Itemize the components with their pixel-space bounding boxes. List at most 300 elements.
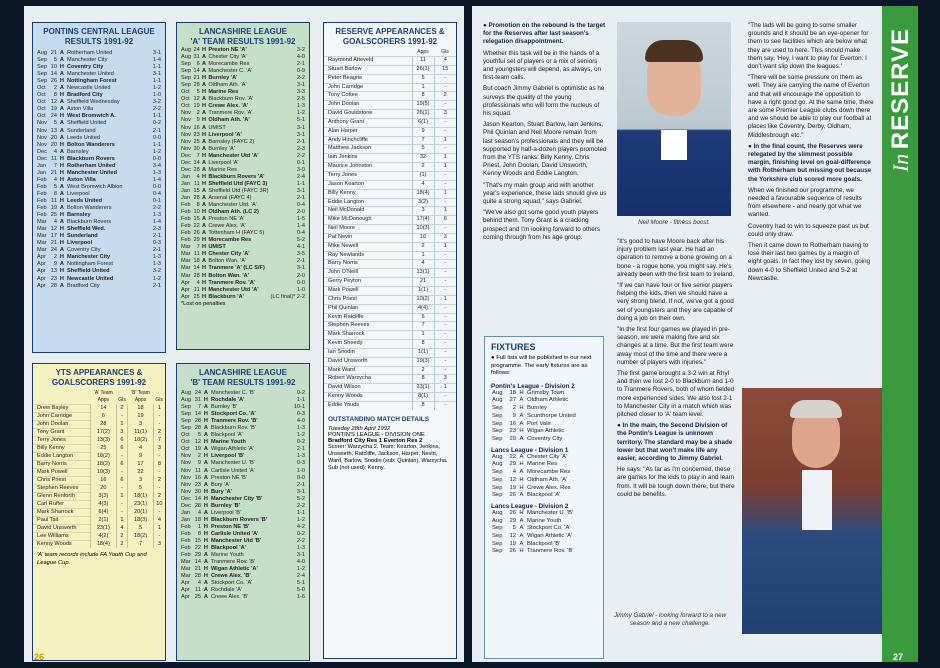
fixture-row [491, 541, 597, 549]
result-row [33, 184, 165, 191]
opponent: Marine Youth [210, 552, 244, 559]
score: 3-1 [296, 265, 305, 272]
month: Nov [181, 124, 191, 131]
player-name: Neil McDonald [324, 207, 412, 216]
yts-stat: 17(2) [91, 428, 117, 436]
opponent: Liverpool [66, 240, 93, 247]
opponent: Wigan Athletic 'A' [527, 533, 573, 540]
score: 1-3 [152, 169, 161, 176]
reserve-stat: 2 [412, 242, 434, 251]
reserve-player-row [324, 198, 456, 207]
fixture-row [491, 390, 597, 398]
reserve-stat: - [434, 322, 456, 331]
reserve-stat: - [434, 393, 456, 402]
reserve-stat: 1 [434, 154, 456, 163]
match-date: Tuesday 28th April 1992 [328, 425, 391, 432]
day: 20 [50, 134, 57, 141]
fixture-row [491, 461, 597, 469]
month: Apr [181, 587, 190, 594]
opponent: Burnley 'A' [208, 75, 238, 82]
player-name: John Doolan [33, 420, 91, 428]
venue: H [203, 453, 208, 460]
day: 5 [512, 525, 516, 532]
venue: A [59, 120, 64, 127]
month: Aug [492, 397, 503, 404]
result-row [177, 439, 309, 446]
reserve-player-row [324, 172, 456, 181]
player-name: Chris Priest [324, 295, 412, 304]
month: Feb [37, 176, 47, 183]
match-body: Scorer: Warzycha 2. Team: Kearton, Jenkins, Unsworth, Ratcliffe, Jackson, Harper, Nevin, Ward, Barlow, Snodin (sub: Quinlan), Warzycha. Sub (not used): Kenny. [328, 443, 448, 472]
player-name: Peter Beagrie [324, 74, 412, 83]
reserve-player-row [324, 65, 456, 74]
result-row [33, 57, 165, 64]
month: Dec [181, 152, 191, 159]
score: 2-0 [296, 272, 305, 279]
yts-stat: - [153, 420, 165, 428]
month: Oct [181, 96, 190, 103]
opponent: Bury 'A' [210, 481, 230, 488]
player-name: John Doolan [324, 101, 412, 110]
fixture-row [491, 405, 597, 413]
venue: A [202, 223, 207, 230]
opponent: Scunthorpe United [527, 412, 576, 419]
result-row [33, 128, 165, 135]
month: Oct [181, 439, 190, 446]
day: 2 [512, 405, 516, 412]
reserve-stat: - [434, 260, 456, 269]
month: Sep [492, 484, 503, 491]
score: 10-1 [293, 404, 305, 411]
day: 8 [196, 202, 200, 209]
reserve-stat: 6 [434, 216, 456, 225]
opponent: Leeds United [66, 197, 103, 204]
opponent: Manchester Utd. 'A' [208, 202, 257, 209]
score: 3-1 [296, 131, 305, 138]
result-row [177, 460, 309, 467]
yts-player-row [33, 420, 165, 428]
day: 5 [197, 432, 201, 439]
player-name: David Unsworth [324, 357, 412, 366]
venue: A [202, 138, 207, 145]
yts-header-cell: Apps [134, 397, 147, 404]
month: Sep [181, 75, 191, 82]
month: Nov [37, 120, 47, 127]
opponent: Manchester C. 'B' [210, 390, 255, 396]
day: 12 [194, 439, 201, 446]
result-row [177, 538, 309, 545]
month: Mar [181, 244, 191, 251]
score: 2-1 [296, 258, 305, 265]
player-name: Mike Newell [324, 242, 412, 251]
score: 1-2 [152, 148, 161, 155]
yts-stat: 4 [128, 444, 154, 452]
venue: H [202, 152, 207, 159]
venue: A [203, 474, 208, 481]
result-row [177, 265, 309, 272]
opponent: Blackpool 'A' [210, 432, 243, 439]
month: Aug [492, 517, 503, 524]
col2-para-5: ● In the main, the Second Division of the Pontin's League is unknown territory. The standard may be a shade lower but that won't make life any easier, according to Jimmy Gabriel. [617, 422, 733, 463]
opponent: Manchester City 'B' [210, 495, 263, 502]
score: 3-1 [296, 488, 305, 495]
day: 4 [196, 173, 200, 180]
score: 1-2 [152, 275, 161, 282]
score: 2-4 [296, 573, 305, 580]
opponent: Coventry City [527, 436, 563, 442]
month: Aug [492, 509, 503, 516]
day: 2 [53, 85, 57, 92]
score: 0-0 [296, 279, 305, 286]
yts-player-row [33, 428, 165, 436]
score: 3-5 [296, 251, 305, 258]
player-name: Tony Grant [33, 428, 91, 436]
player-name: Barry Norris [324, 260, 412, 269]
opponent: Barnsley [66, 148, 89, 155]
yts-player-row [33, 452, 165, 460]
month: Sep [492, 533, 503, 540]
result-row [177, 482, 309, 489]
opponent: Chester City 'A' [527, 453, 568, 460]
venue: H [59, 268, 64, 275]
month: Nov [181, 474, 191, 481]
venue: H [202, 47, 207, 53]
yts-stat: 4 [153, 517, 165, 525]
day: 2 [53, 254, 57, 261]
score: 1-1 [152, 78, 161, 85]
yts-stat: 28 [91, 420, 117, 428]
venue: H [202, 117, 207, 124]
day: 13 [50, 268, 57, 275]
score: 1-5 [296, 216, 305, 223]
result-row [33, 233, 165, 240]
score: 5-0 [296, 587, 305, 594]
col3-para-5: Coventry had to win to squeeze past us but could only draw. [748, 222, 869, 238]
venue: A [202, 82, 207, 89]
day: 21 [50, 169, 57, 176]
month: Jan [181, 516, 191, 523]
reserve-stat: 8(1) [412, 393, 434, 402]
fixture-table [491, 454, 597, 500]
venue: A [59, 106, 64, 113]
opponent: Blackpool 'A' [210, 545, 246, 552]
venue: A [59, 127, 64, 134]
player-name: Neil Moore [324, 225, 412, 234]
reserve-header-cell [324, 49, 412, 57]
reserve-player-row [324, 101, 456, 110]
yts-header-cell [33, 397, 91, 404]
yts-stat: 2(1) [91, 517, 117, 525]
day: 17 [50, 233, 57, 240]
venue: H [203, 439, 208, 446]
reserve-stat: - [434, 145, 456, 154]
yts-stat: 1 [153, 404, 165, 412]
opponent: Tottenham H (FAYC 5) [208, 230, 265, 237]
venue: A [203, 390, 208, 396]
reserve-player-row [324, 242, 456, 251]
opponent: Liverpool 'B' [210, 453, 245, 460]
yts-stat: - [116, 485, 128, 493]
yts-stat: 3(3) [91, 493, 117, 501]
fixture-table [491, 510, 597, 556]
venue: A [519, 420, 524, 427]
fixture-row [491, 421, 597, 429]
result-row [177, 425, 309, 432]
day: 28 [50, 282, 57, 289]
venue: H [203, 523, 208, 530]
venue: H [202, 286, 207, 293]
score: 1-3 [296, 453, 305, 460]
reserve-player-row [324, 295, 456, 304]
result-row [33, 226, 165, 233]
score: 0-0 [152, 183, 161, 190]
player-name: Lee Williams [33, 533, 91, 541]
result-row [33, 205, 165, 212]
month: Oct [37, 106, 46, 113]
reserve-stat: 26(1) [412, 65, 434, 74]
opponent: Manchester Utd 'A' [208, 152, 259, 159]
month: Mar [181, 251, 191, 258]
score: 1-2 [296, 110, 305, 117]
player-name: Mark Ward [324, 366, 412, 375]
opponent: Nottingham Forest [66, 261, 113, 268]
reserve-player-row [324, 92, 456, 101]
day: 31 [193, 54, 200, 61]
venue: A [203, 404, 208, 411]
score: 4-2 [296, 523, 305, 530]
score: 2-1 [152, 282, 161, 289]
yts-stat: 5 [128, 485, 154, 493]
opponent: Crewe Alex. 'A' [208, 223, 246, 230]
opponent: Morecambe Res [527, 469, 571, 476]
day: 14 [194, 559, 201, 566]
player-name: Anthony Grant [324, 118, 412, 127]
opponent: Aston Villa [66, 176, 96, 183]
right-page-number: 27 [893, 652, 904, 662]
month: Jan [37, 162, 47, 169]
venue: H [203, 502, 208, 509]
player-name: Ray Newlands [324, 251, 412, 260]
result-row [33, 276, 165, 283]
fixture-row [491, 469, 597, 477]
venue: A [203, 552, 208, 559]
reserve-player-row [324, 348, 456, 357]
venue: A [519, 436, 524, 442]
reserve-stat: 1 [434, 189, 456, 198]
month: Feb [181, 209, 191, 216]
player-name: Carl Ruffer [33, 501, 91, 509]
opponent: Oldham Athletic [527, 397, 569, 404]
day: 18 [194, 516, 201, 523]
day: 4 [197, 580, 201, 587]
fixture-row [491, 397, 597, 405]
reserve-player-row [324, 127, 456, 136]
yts-stat: 23(1) [91, 525, 117, 533]
fixture-row [491, 454, 597, 462]
day: 11 [193, 286, 200, 293]
score: 1-0 [296, 467, 305, 474]
venue: H [202, 89, 207, 96]
result-row [177, 174, 309, 181]
venue: H [203, 495, 208, 502]
opponent: Blackburn Rovers 'B' [210, 516, 268, 523]
fixture-row [491, 485, 597, 493]
result-row [177, 545, 309, 552]
result-row [177, 216, 309, 223]
yts-stat: 16(2) [91, 452, 117, 460]
reserve-player-row [324, 225, 456, 234]
result-row [177, 587, 309, 594]
opponent: Carlisle United 'A' [210, 530, 259, 537]
month: Mar [181, 559, 191, 566]
score: 1-2 [152, 85, 161, 92]
venue: A [202, 110, 207, 117]
fixtures-box [484, 336, 604, 659]
score: 1-1 [296, 180, 305, 187]
opponent: Marine Res [208, 166, 237, 173]
opponent: Tranmere Rov. 'B' [210, 559, 256, 566]
month: Sep [181, 68, 191, 75]
venue: A [59, 148, 64, 155]
match-details-title: OUTSTANDING MATCH DETAILS [328, 415, 430, 423]
yts-stat: - [116, 412, 128, 420]
month: Sep [37, 57, 47, 64]
result-row [33, 142, 165, 149]
day: 22 [509, 453, 516, 460]
opponent: Barnsley (FAYC 2) [208, 138, 255, 145]
month: Sep [492, 420, 503, 427]
reserve-player-row [324, 216, 456, 225]
reserve-stat: - [434, 286, 456, 295]
opponent: Stockport Co. 'A' [527, 525, 571, 532]
player-name: Mark Sharrock [324, 331, 412, 340]
reserve-stat: 10(2) [412, 295, 434, 304]
opponent: Marine Youth [210, 439, 246, 446]
reserve-stat: 3 [412, 207, 434, 216]
month: Mar [37, 247, 47, 254]
reserve-player-row [324, 375, 456, 384]
opponent: Blackpool 'A' [527, 492, 561, 499]
reserve-player-row [324, 384, 456, 393]
player-name: Maurice Johnston [324, 163, 412, 172]
reserve-stat: 13(1) [412, 269, 434, 278]
opponent: Manchester Utd 'B' [210, 537, 262, 544]
venue: H [203, 397, 208, 404]
opponent: Sunderland [66, 233, 98, 240]
score: 0-2 [296, 439, 305, 446]
venue: A [59, 183, 64, 190]
venue: A [519, 517, 524, 524]
yts-header-cell: Apps [97, 397, 110, 404]
yts-box [32, 363, 166, 661]
month: Feb [181, 216, 191, 223]
result-row [33, 120, 165, 127]
opponent: Leeds United [66, 134, 100, 141]
reserve-player-row [324, 136, 456, 145]
reserve-stat: 11 [412, 57, 434, 66]
player-name: Kenny Woods [33, 541, 91, 549]
result-row [177, 153, 309, 160]
opponent: Manchester City [66, 254, 111, 261]
result-row [177, 468, 309, 475]
col2-para-6: He says: "As far as I'm concerned, these are games for the kids to play in and learn from. It will be tough down there, but there could be benefits. [617, 466, 735, 498]
venue: A [203, 509, 208, 516]
lancs-b-table [177, 390, 309, 601]
yts-stat: 18(2) [128, 436, 154, 444]
player-name: Chris Priest [33, 477, 91, 485]
month: Apr [181, 279, 190, 286]
month: Feb [181, 552, 191, 559]
result-row [33, 64, 165, 71]
venue: A [202, 194, 207, 201]
day: 5 [53, 57, 57, 64]
opponent: Bradford City [66, 92, 103, 99]
month: Dec [181, 166, 191, 173]
fixture-row [491, 413, 597, 421]
yts-stat: 6 [116, 436, 128, 444]
score: 2-2 [296, 75, 305, 82]
player-name: Paul Tait [33, 517, 91, 525]
month: Jan [181, 187, 191, 194]
reserve-player-row [324, 74, 456, 83]
score: 1-3 [296, 425, 305, 432]
opponent: Burnley [527, 405, 547, 412]
venue: H [202, 237, 207, 244]
yts-stat: 9 [128, 452, 154, 460]
month: Aug [181, 54, 191, 61]
result-row [177, 573, 309, 580]
day: 29 [194, 552, 201, 559]
reserve-stat: 17(4) [412, 216, 434, 225]
yts-player-row [33, 412, 165, 420]
reserve-stat: 3 [434, 375, 456, 384]
col1-para-6: "We've also got some good youth players behind them. Tony Grant is a cracking prospect and I'm looking forward to others coming through from his age group. [483, 209, 601, 241]
reserve-stat: - [434, 225, 456, 234]
lancs-a-results-box [176, 22, 310, 350]
venue: H [519, 509, 524, 516]
day: 29 [509, 461, 516, 468]
venue: H [519, 548, 524, 555]
player-name: Andy Hinchcliffe [324, 136, 412, 145]
yts-stat: - [153, 485, 165, 493]
player-name: Mark Powell [324, 286, 412, 295]
result-row [33, 283, 165, 290]
venue: H [202, 293, 207, 300]
venue: H [59, 162, 64, 169]
pontins-results-box [32, 22, 166, 353]
result-row [177, 594, 309, 601]
result-row [177, 47, 309, 54]
yts-header-cell [33, 390, 91, 397]
yts-stat: 2 [153, 428, 165, 436]
month: Sep [492, 428, 503, 435]
fixtures-title: FIXTURES [491, 342, 536, 352]
reserve-appearances-box [323, 22, 457, 659]
article-column-3 [748, 22, 874, 286]
score: (LC final)* 2-2 [270, 293, 305, 300]
score: 0-2 [296, 390, 305, 396]
venue: A [59, 71, 64, 78]
reserve-player-row [324, 83, 456, 92]
photo1-caption: Neil Moore - fitness boost. [638, 219, 710, 226]
score: 1-6 [296, 594, 305, 601]
venue: H [59, 169, 64, 176]
month: Nov [181, 131, 191, 138]
result-row [177, 496, 309, 503]
opponent: Tranmere Rov. 'B' [210, 418, 258, 425]
opponent: UMIST [208, 124, 226, 131]
fixture-group-title: Pontin's League - Division 2 [491, 382, 575, 390]
